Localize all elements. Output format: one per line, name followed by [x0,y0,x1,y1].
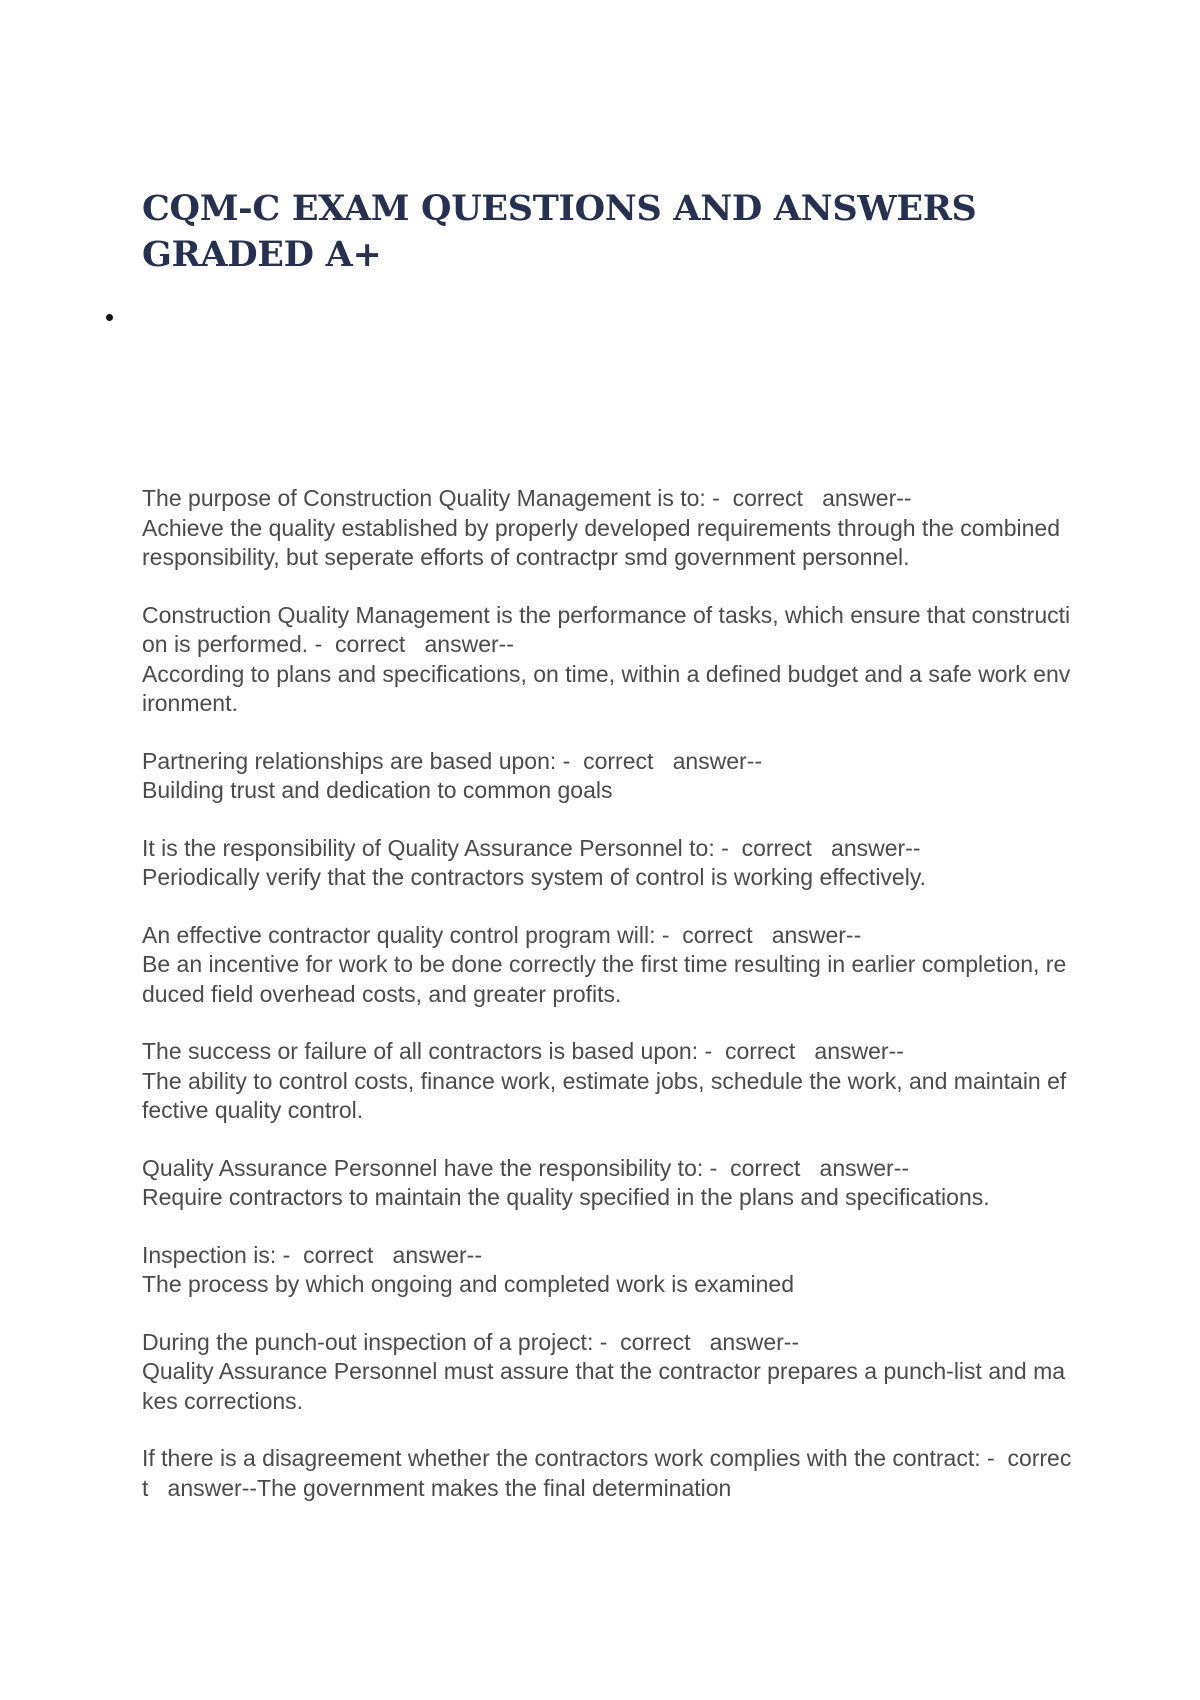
qa-list [142,484,1072,1531]
qa-item [142,1154,1072,1213]
bullet-point [106,314,113,321]
answer-marker: - correct answer-- [593,1328,800,1355]
qa-item [142,1444,1072,1503]
question-text: Inspection is: [142,1241,277,1268]
answer-text: Require contractors to maintain the quality specified in the plans and specifications. [142,1184,990,1210]
answer-text: Building trust and dedication to common goals [142,777,613,803]
qa-item [142,834,1072,893]
answer-marker: - correct answer-- [276,1241,483,1268]
question-text: An effective contractor quality control program will: [142,921,656,948]
question-text: It is the responsibility of Quality Assurance Personnel to: [142,834,715,861]
answer-marker: - correct answer-- [698,1038,904,1064]
answer-marker: - correct answer-- [556,747,763,774]
document-title: CQM-C EXAM QUESTIONS AND ANSWERS GRADED A+ [142,188,977,275]
answer-text: Periodically verify that the contractors system of control is working effectively. [142,864,927,890]
question-text: If there is a disagreement whether the contractors work complies with the contract: [142,1445,981,1471]
answer-text: According to plans and specifications, on time, within a defined budget and a safe work environment. [142,660,1071,716]
answer-marker: - correct answer-- [703,1154,910,1181]
answer-text: Quality Assurance Personnel must assure that the contractor prepares a punch-list and makes corrections. [142,1358,1066,1414]
question-text: The purpose of Construction Quality Management is to: [142,485,706,511]
question-text: The success or failure of all contractors is based upon: [142,1038,699,1064]
answer-marker: - correct answer-- [655,921,862,948]
answer-marker: - correct answer-- [142,1445,1072,1501]
answer-marker: - correct answer-- [714,834,921,861]
answer-marker: - correct answer-- [308,631,514,657]
qa-item [142,747,1072,806]
answer-text: The process by which ongoing and completed work is examined [142,1271,795,1297]
qa-item [142,1328,1072,1417]
qa-item [142,921,1072,1010]
question-text: Partnering relationships are based upon: [142,747,557,774]
qa-item [142,1037,1072,1126]
qa-item [142,601,1072,719]
question-text: During the punch-out inspection of a project: [142,1328,594,1355]
question-text: Construction Quality Management is the performance of tasks, which ensure that construction is performed. [142,601,1071,657]
question-text: Quality Assurance Personnel have the responsibility to: [142,1154,704,1181]
answer-text: Achieve the quality established by properly developed requirements through the combined responsibility, but seperate efforts of contractpr smd government personnel. [142,514,1067,570]
answer-text: The government makes the final determination [257,1474,732,1501]
answer-text: The ability to control costs, finance work, estimate jobs, schedule the work, and maintain effective quality control. [142,1067,1067,1123]
answer-text: Be an incentive for work to be done correctly the first time resulting in earlier completion, reduced field overhead costs, and greater profits. [142,951,1067,1007]
qa-item [142,484,1072,573]
qa-item [142,1241,1072,1300]
answer-marker: - correct answer-- [705,485,912,511]
